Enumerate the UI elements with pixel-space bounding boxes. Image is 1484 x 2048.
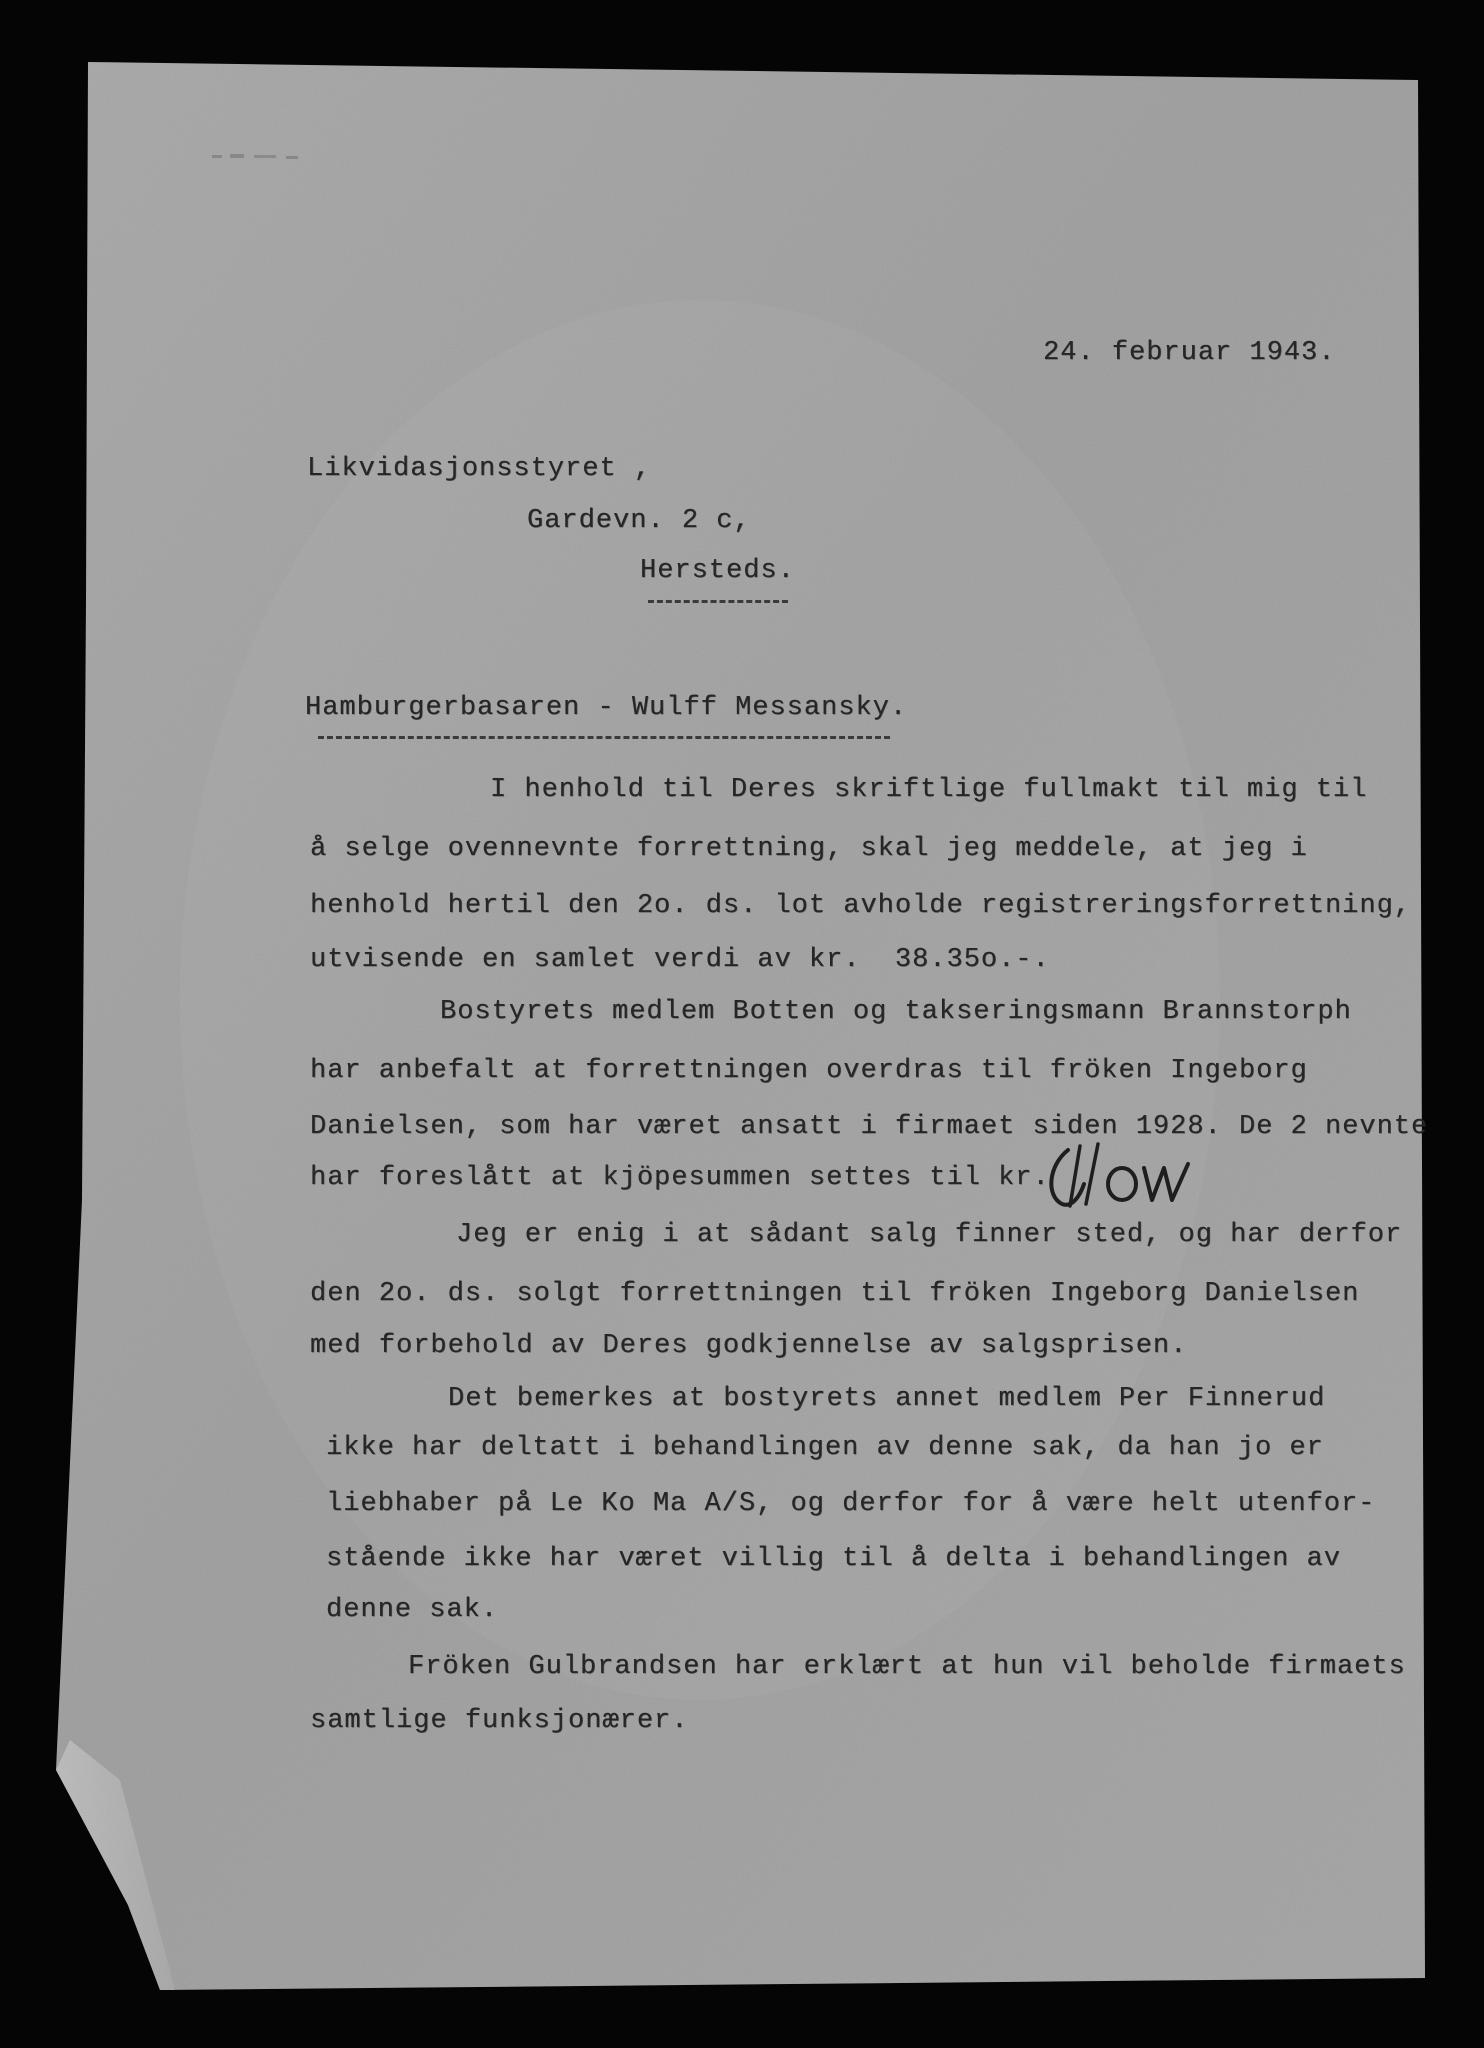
recipient-city: Hersteds. <box>640 556 795 586</box>
body-line: Det bemerkes at bostyrets annet medlem Per Finnerud <box>448 1384 1326 1414</box>
body-line: ikke har deltatt i behandlingen av denne sak, da han jo er <box>326 1433 1324 1463</box>
recipient-name: Likvidasjonsstyret , <box>307 454 652 484</box>
subject-line: Hamburgerbasaren - Wulff Messansky. <box>305 693 908 723</box>
body-line: Bostyrets medlem Botten og takseringsmann Brannstorph <box>440 997 1352 1027</box>
letter-date: 24. februar 1943. <box>1043 338 1336 368</box>
body-line: stående ikke har været villig til å delta i behandlingen av <box>326 1544 1341 1574</box>
body-line: har foreslått at kjöpesummen settes til kr. <box>310 1163 1050 1193</box>
body-line: Jeg er enig i at sådant salg finner sted, og har derfor <box>456 1220 1403 1250</box>
body-line: den 2o. ds. solgt forrettningen til fröken Ingeborg Danielsen <box>310 1279 1360 1309</box>
body-line: Fröken Gulbrandsen har erklært at hun vil beholde firmaets <box>408 1652 1406 1682</box>
body-line: I henhold til Deres skriftlige fullmakt til mig til <box>490 775 1368 805</box>
subject-underline <box>318 736 890 739</box>
body-line: med forbehold av Deres godkjennelse av salgsprisen. <box>310 1331 1188 1361</box>
recipient-street: Gardevn. 2 c, <box>527 506 751 536</box>
body-line: denne sak. <box>326 1595 499 1625</box>
body-line: samtlige funksjonærer. <box>310 1706 689 1736</box>
body-line: å selge ovennevnte forrettning, skal jeg meddele, at jeg i <box>310 834 1308 864</box>
body-line: henhold hertil den 2o. ds. lot avholde registreringsforrettning, <box>310 891 1411 921</box>
body-line: Danielsen, som har været ansatt i firmaet siden 1928. De 2 nevnte <box>310 1112 1429 1142</box>
body-line: utvisende en samlet verdi av kr. 38.35o.-. <box>310 945 1050 975</box>
body-line: liebhaber på Le Ko Ma A/S, og derfor for å være helt utenfor- <box>326 1489 1376 1519</box>
address-underline <box>648 600 788 603</box>
handwritten-amount <box>1040 1138 1210 1218</box>
body-line: har anbefalt at forrettningen overdras til fröken Ingeborg <box>310 1056 1308 1086</box>
